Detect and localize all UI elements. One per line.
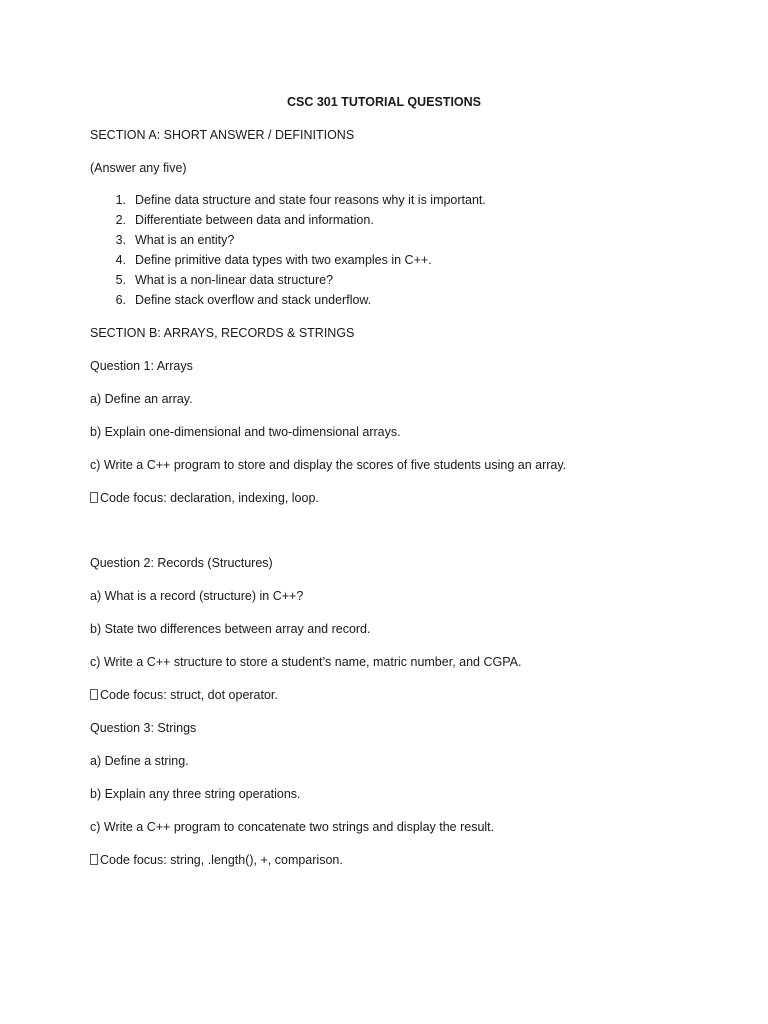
question-1-code-focus-text: Code focus: declaration, indexing, loop. [100,491,319,505]
missing-glyph-icon [90,492,98,503]
question-3-part-c: c) Write a C++ program to concatenate two strings and display the result. [90,820,495,834]
question-2-title: Question 2: Records (Structures) [90,556,273,570]
missing-glyph-icon [90,689,98,700]
list-item-text: Define primitive data types with two examples in C++. [135,253,432,267]
missing-glyph-icon [90,854,98,865]
section-b-heading: SECTION B: ARRAYS, RECORDS & STRINGS [90,326,355,340]
question-1-code-focus [90,490,319,506]
list-item-text: Define data structure and state four reasons why it is important. [135,193,486,207]
section-a-heading: SECTION A: SHORT ANSWER / DEFINITIONS [90,128,355,142]
list-item-number: 6. [115,293,126,307]
list-item-number: 1. [115,193,126,207]
question-3-title: Question 3: Strings [90,721,197,735]
list-item-text: What is a non-linear data structure? [135,273,334,287]
question-2-code-focus [90,687,278,703]
list-item-number: 3. [115,233,126,247]
question-3-part-b: b) Explain any three string operations. [90,787,301,801]
question-2-part-b: b) State two differences between array and record. [90,622,371,636]
question-2-part-c: c) Write a C++ structure to store a student’s name, matric number, and CGPA. [90,655,522,669]
list-item-text: What is an entity? [135,233,235,247]
list-item-number: 5. [115,273,126,287]
question-3-part-a: a) Define a string. [90,754,189,768]
question-3-code-focus-text: Code focus: string, .length(), +, comparison. [100,853,343,867]
section-a-instruction: (Answer any five) [90,161,187,175]
list-item-number: 2. [115,213,126,227]
list-item-text: Define stack overflow and stack underflow. [135,293,372,307]
question-1-part-c: c) Write a C++ program to store and display the scores of five students using an array. [90,458,567,472]
list-item-text: Differentiate between data and information. [135,213,374,227]
question-2-code-focus-text: Code focus: struct, dot operator. [100,688,278,702]
list-item-number: 4. [115,253,126,267]
question-1-part-a: a) Define an array. [90,392,193,406]
document-title: CSC 301 TUTORIAL QUESTIONS [286,95,482,109]
question-1-title: Question 1: Arrays [90,359,193,373]
question-2-part-a: a) What is a record (structure) in C++? [90,589,304,603]
question-1-part-b: b) Explain one-dimensional and two-dimensional arrays. [90,425,401,439]
question-3-code-focus [90,852,343,868]
